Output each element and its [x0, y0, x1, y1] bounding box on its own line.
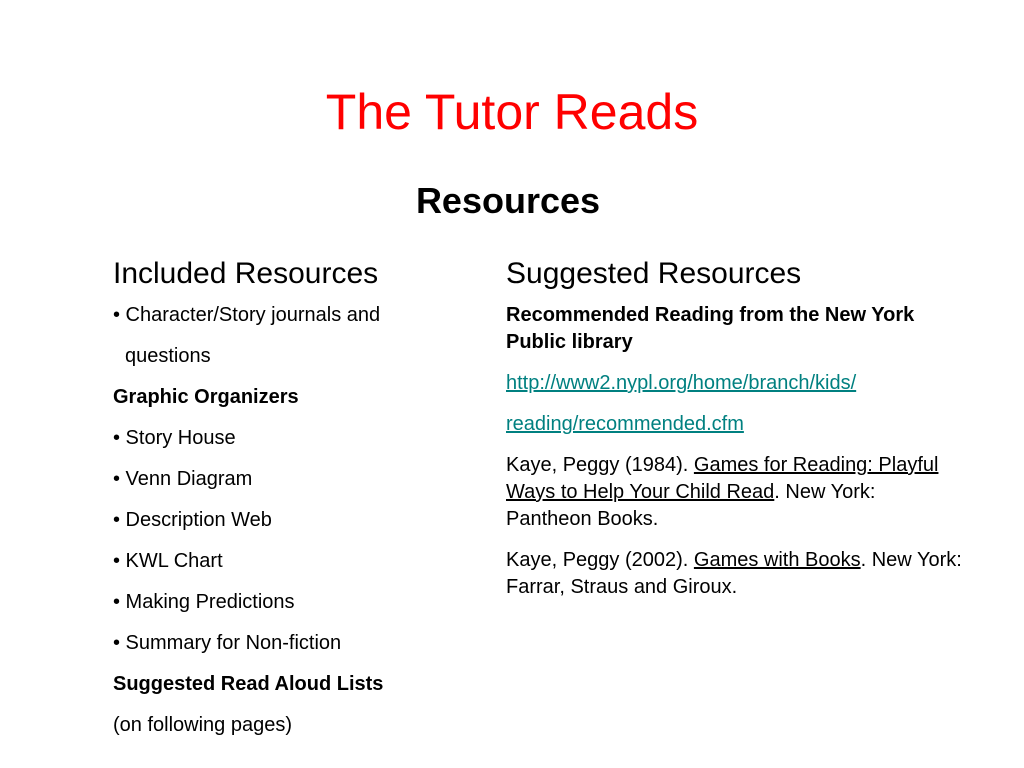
list-item: • Making Predictions	[113, 591, 295, 613]
graphic-organizers-heading: Graphic Organizers	[113, 386, 299, 408]
read-aloud-note: (on following pages)	[113, 714, 292, 736]
reference-publisher: . New York: Farrar, Straus and Giroux.	[506, 549, 962, 598]
reference-item	[506, 547, 966, 601]
suggested-resources-heading: Suggested Resources	[506, 257, 802, 290]
list-item: • Venn Diagram	[113, 468, 253, 490]
slide-subtitle: Resources	[415, 180, 601, 221]
reference-publisher: . New York: Pantheon Books.	[506, 481, 876, 530]
list-item: • Story House	[113, 427, 236, 449]
journals-item-continuation: questions	[125, 345, 211, 367]
list-item: • Summary for Non-fiction	[113, 632, 342, 654]
journals-item: • Character/Story journals and	[113, 304, 381, 326]
reference-item	[506, 452, 966, 533]
included-resources-heading: Included Resources	[113, 257, 379, 290]
list-item: • Description Web	[113, 509, 272, 531]
list-item: • KWL Chart	[113, 550, 223, 572]
reference-author-year: Kaye, Peggy (1984).	[506, 454, 694, 476]
suggested-resources-column	[506, 254, 966, 615]
nypl-heading: Recommended Reading from the New York Public library	[506, 304, 915, 353]
read-aloud-heading: Suggested Read Aloud Lists	[113, 673, 384, 695]
nypl-link[interactable]	[506, 370, 966, 397]
nypl-link-continued[interactable]	[506, 411, 966, 438]
nypl-link-line-2[interactable]: reading/recommended.cfm	[506, 413, 744, 435]
included-resources-column	[113, 254, 463, 753]
reference-book-title: Games for Reading: Playful Ways to Help Your Child Read	[506, 454, 939, 503]
slide-title: The Tutor Reads	[325, 84, 699, 140]
nypl-link-line-1[interactable]: http://www2.nypl.org/home/branch/kids/	[506, 372, 857, 394]
reference-book-title: Games with Books	[693, 549, 861, 571]
reference-author-year: Kaye, Peggy (2002).	[506, 549, 694, 571]
